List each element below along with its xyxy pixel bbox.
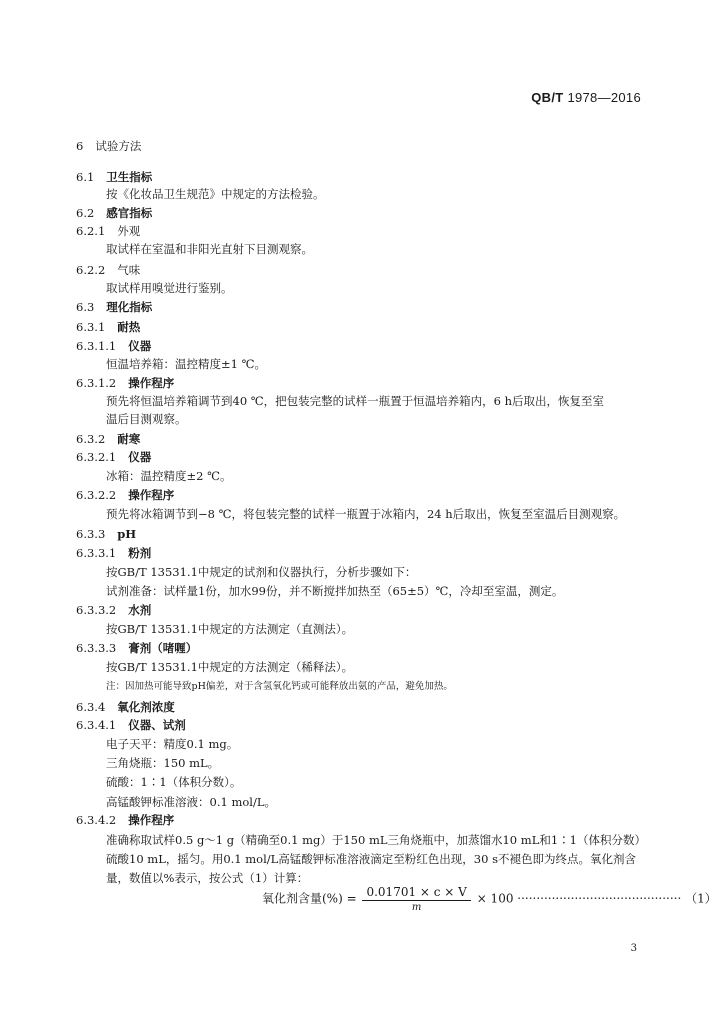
standard-code — [531, 90, 641, 105]
document-line — [76, 813, 174, 827]
clause-number: 6 — [76, 139, 84, 153]
clause-text: 恒温培养箱：温控精度±1 ℃。 — [106, 357, 266, 371]
clause-heading: 理化指标 — [106, 300, 153, 314]
clause-number: 6.2.2 — [76, 263, 106, 277]
clause-number: 6.1 — [76, 170, 95, 184]
clause-heading: 水剂 — [128, 603, 152, 617]
document-line — [76, 139, 141, 153]
clause-number: 6.3.1.1 — [76, 339, 117, 353]
clause-number: 6.3 — [76, 300, 95, 314]
document-line — [76, 224, 140, 238]
document-line — [76, 432, 140, 446]
clause-text: 硫酸10 mL，摇匀。用0.1 mol/L高锰酸钾标准溶液滴定至粉红色出现，30 s不褪色即为终点。氧化剂含 — [106, 852, 636, 866]
clause-number: 6.3.2 — [76, 432, 106, 446]
document-line — [106, 775, 241, 789]
formula-numerator: 0.01701 × c × V — [362, 885, 470, 901]
document-line — [106, 622, 353, 636]
clause-number: 6.3.3.3 — [76, 641, 117, 655]
clause-heading: 试验方法 — [95, 139, 142, 153]
standard-prefix: QB/T — [531, 90, 564, 105]
clause-text: 预先将冰箱调节到−8 ℃，将包装完整的试样一瓶置于冰箱内，24 h后取出，恢复至室温后目测观察。 — [106, 507, 626, 521]
document-line — [106, 357, 266, 371]
clause-heading: 仪器、试剂 — [128, 718, 186, 732]
clause-number: 6.3.2.1 — [76, 450, 117, 464]
document-line — [76, 488, 174, 502]
clause-text: 按GB/T 13531.1中规定的方法测定（稀释法）。 — [106, 660, 354, 674]
clause-text: 按《化妆品卫生规范》中规定的方法检验。 — [106, 187, 325, 201]
clause-text: 按GB/T 13531.1中规定的方法测定（直测法）。 — [106, 622, 354, 636]
document-line — [76, 376, 174, 390]
clause-number: 6.3.3 — [76, 527, 106, 541]
clause-heading: 操作程序 — [128, 376, 175, 390]
clause-text: 取试样在室温和非阳光直射下目测观察。 — [106, 242, 313, 256]
document-line — [106, 871, 308, 885]
formula-rhs: × 100 ··········································· （1） — [476, 891, 717, 906]
document-line — [106, 795, 276, 809]
document-line — [106, 680, 453, 694]
clause-number: 6.3.4.1 — [76, 718, 117, 732]
document-line — [76, 546, 151, 560]
clause-heading: 卫生指标 — [106, 170, 153, 184]
page-number: 3 — [630, 943, 637, 954]
document-line — [76, 603, 151, 617]
clause-number: 6.2.1 — [76, 224, 106, 238]
clause-heading: 膏剂（啫喱） — [128, 641, 198, 655]
clause-text: 电子天平：精度0.1 mg。 — [106, 737, 239, 751]
document-line — [106, 281, 233, 295]
clause-text: 试剂准备：试样量1份，加水99份，并不断搅拌加热至（65±5）℃，冷却至室温，测定。 — [106, 584, 564, 598]
clause-text: 高锰酸钾标准溶液：0.1 mol/L。 — [106, 795, 276, 809]
document-line — [106, 412, 187, 426]
clause-heading: 气味 — [117, 263, 141, 277]
document-line — [76, 263, 140, 277]
clause-text: 量，数值以%表示，按公式（1）计算： — [106, 871, 309, 885]
clause-text: 注：因加热可能导致pH偏差，对于含氢氧化钙或可能释放出氨的产品，避免加热。 — [106, 681, 453, 692]
document-line — [106, 737, 238, 751]
clause-text: 冰箱：温控精度±2 ℃。 — [106, 469, 232, 483]
clause-heading: 耐热 — [117, 320, 141, 334]
clause-number: 6.3.1 — [76, 320, 106, 334]
clause-number: 6.2 — [76, 206, 95, 220]
document-line — [106, 507, 625, 521]
clause-heading: 粉剂 — [128, 546, 152, 560]
clause-heading: 操作程序 — [128, 488, 175, 502]
clause-text: 准确称取试样0.5 g～1 g（精确至0.1 mg）于150 mL三角烧瓶中，加蒸馏水10 mL和1∶1（体积分数） — [106, 833, 646, 847]
clause-number: 6.3.4.2 — [76, 813, 117, 827]
document-line — [76, 339, 151, 353]
clause-number: 6.3.4 — [76, 700, 106, 714]
document-line — [106, 660, 353, 674]
standard-number: 1978—2016 — [567, 90, 641, 105]
document-line — [76, 450, 151, 464]
document-line — [76, 206, 152, 220]
clause-text: 按GB/T 13531.1中规定的试剂和仪器执行，分析步骤如下： — [106, 565, 417, 579]
document-line — [106, 756, 219, 770]
document-line — [106, 852, 636, 866]
document-line — [106, 584, 563, 598]
clause-heading: 操作程序 — [128, 813, 175, 827]
document-line — [76, 641, 197, 655]
document-line — [106, 565, 416, 579]
clause-number: 6.3.3.2 — [76, 603, 117, 617]
document-line — [106, 469, 231, 483]
clause-heading: 耐寒 — [117, 432, 141, 446]
document-line — [76, 718, 186, 732]
document-line — [76, 300, 152, 314]
clause-number: 6.3.1.2 — [76, 376, 117, 390]
clause-text: 三角烧瓶：150 mL。 — [106, 756, 220, 770]
document-line — [106, 833, 646, 847]
clause-heading: 氧化剂浓度 — [117, 700, 175, 714]
clause-heading: 仪器 — [128, 450, 152, 464]
clause-text: 硫酸：1∶1（体积分数）。 — [106, 775, 242, 789]
clause-heading: 仪器 — [128, 339, 152, 353]
document-line — [76, 700, 175, 714]
clause-heading: 外观 — [117, 224, 141, 238]
clause-heading: 感官指标 — [106, 206, 153, 220]
formula-lhs: 氧化剂含量(%) = — [262, 891, 357, 906]
document-line — [106, 187, 325, 201]
formula-denominator: m — [411, 902, 422, 913]
clause-number: 6.3.3.1 — [76, 546, 117, 560]
formula — [262, 885, 717, 913]
clause-text: 预先将恒温培养箱调节到40 ℃，把包装完整的试样一瓶置于恒温培养箱内，6 h后取出，恢复至室 — [106, 394, 605, 408]
document-line — [76, 170, 152, 184]
clause-text: 取试样用嗅觉进行鉴别。 — [106, 281, 233, 295]
formula-fraction — [362, 885, 470, 913]
document-line — [76, 320, 140, 334]
document-line — [106, 394, 604, 408]
clause-number: 6.3.2.2 — [76, 488, 117, 502]
document-line — [76, 527, 136, 541]
document-line — [106, 242, 313, 256]
clause-heading: pH — [117, 527, 137, 541]
clause-text: 温后目测观察。 — [106, 412, 187, 426]
